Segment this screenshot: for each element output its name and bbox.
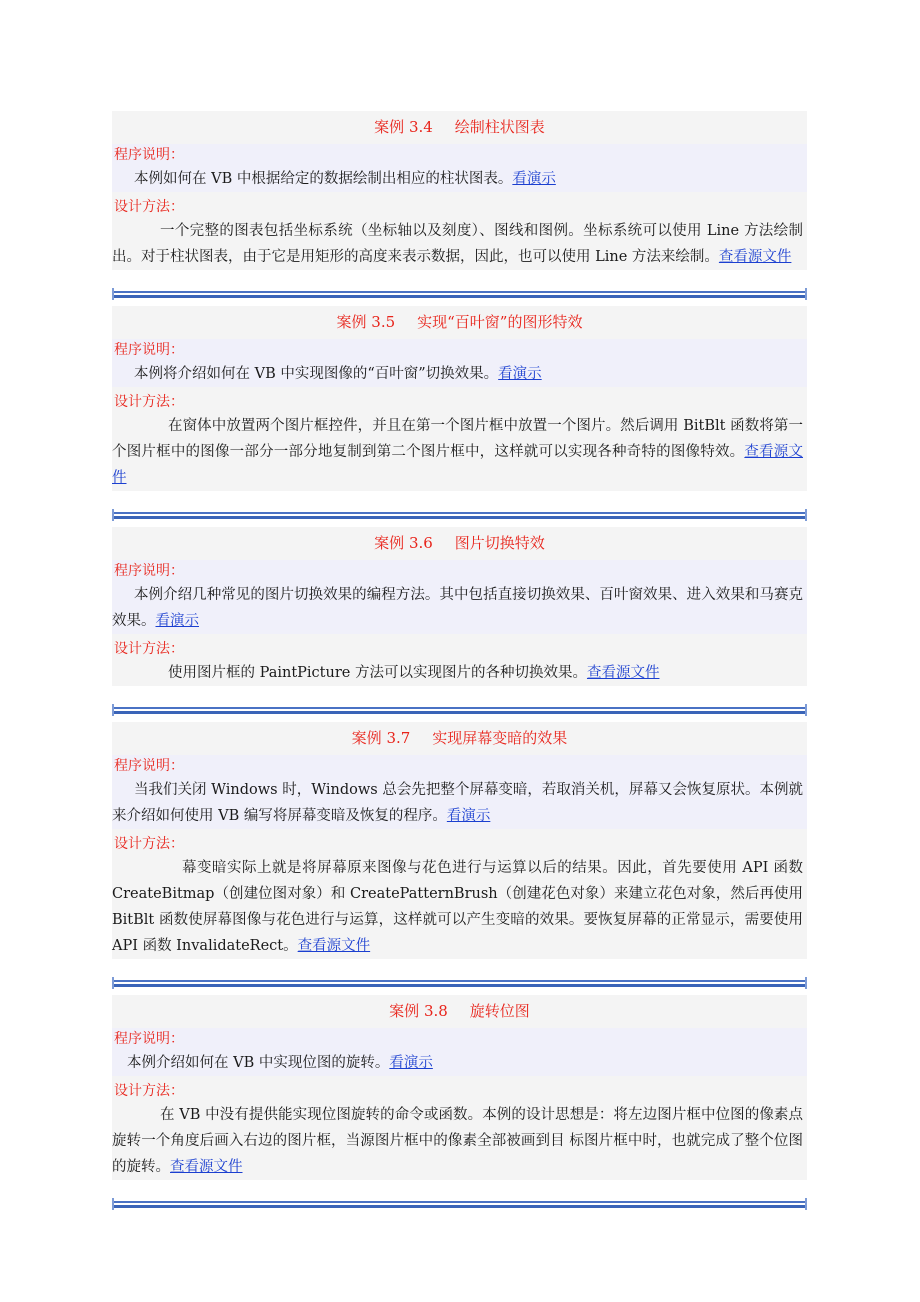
method-section: [112, 634, 807, 686]
method-label: 设计方法：: [114, 199, 184, 215]
method-section: [112, 829, 807, 959]
case-title: [112, 527, 807, 560]
case-number: 案例 3.7: [351, 729, 411, 747]
method-section: [112, 387, 807, 491]
case-title: [112, 722, 807, 755]
method-content: 幕变暗实际上就是将屏幕原来图像与花色进行与运算以后的结果。因此，首先要使用 API 函数 CreateBitmap（创建位图对象）和 CreatePatternBrush（创建花色对象）来建立花色对象，然后再使用 BitBlt 函数使屏幕图像与花色进行与运算，这样就可以产生变暗的效果。要恢复屏幕的正常显示，需要使用 API 函数 InvalidateRect。: [112, 860, 803, 954]
demo-link[interactable]: 看演示: [446, 808, 491, 824]
description-section: [112, 1028, 807, 1076]
description-content: 本例介绍几种常见的图片切换效果的编程方法。其中包括直接切换效果、百叶窗效果、进入效果和马赛克效果。: [112, 587, 803, 629]
description-content: 本例将介绍如何在 VB 中实现图像的“百叶窗”切换效果。: [134, 366, 499, 382]
section-divider: [112, 1198, 807, 1210]
description-text: [112, 777, 807, 829]
case-number: 案例 3.6: [374, 534, 433, 552]
case-3-4: [112, 111, 807, 300]
description-content: 本例如何在 VB 中根据给定的数据绘制出相应的柱状图表。: [134, 171, 513, 187]
demo-link[interactable]: 看演示: [155, 613, 199, 629]
method-text: [112, 413, 807, 491]
description-text: [112, 166, 807, 192]
description-content: 本例介绍如何在 VB 中实现位图的旋转。: [127, 1055, 390, 1071]
description-label: 程序说明：: [114, 563, 184, 579]
document-body: [112, 111, 807, 1216]
method-content: 一个完整的图表包括坐标系统（坐标轴以及刻度）、图线和图例。坐标系统可以使用 Line 方法绘制出。对于柱状图表，由于它是用矩形的高度来表示数据，因此，也可以使用 Line 方法来绘制。: [112, 223, 803, 265]
section-divider: [112, 509, 807, 521]
method-label: 设计方法：: [114, 1083, 184, 1099]
case-title: [112, 111, 807, 144]
method-label: 设计方法：: [114, 394, 184, 410]
description-label: 程序说明：: [114, 1031, 184, 1047]
description-section: [112, 339, 807, 387]
method-content: 在 VB 中没有提供能实现位图旋转的命令或函数。本例的设计思想是：将左边图片框中位图的像素点旋转一个角度后画入右边的图片框，当源图片框中的像素全部被画到目 标图片框中时，也就完成了整个位图的旋转。: [112, 1107, 803, 1175]
source-link[interactable]: 查看源文件: [112, 444, 804, 486]
description-section: [112, 755, 807, 829]
source-link[interactable]: 查看源文件: [170, 1159, 243, 1175]
description-label: 程序说明：: [114, 147, 184, 163]
source-link[interactable]: 查看源文件: [586, 665, 660, 681]
method-label: 设计方法：: [114, 836, 184, 852]
demo-link[interactable]: 看演示: [389, 1055, 433, 1071]
description-section: [112, 144, 807, 192]
description-text: [112, 1050, 807, 1076]
method-text: [112, 855, 807, 959]
case-3-6: [112, 527, 807, 716]
section-divider: [112, 977, 807, 989]
case-3-7: [112, 722, 807, 989]
source-link[interactable]: 查看源文件: [297, 938, 371, 954]
case-title-text: 实现“百叶窗”的图形特效: [417, 313, 583, 331]
section-divider: [112, 288, 807, 300]
method-text: [112, 218, 807, 270]
case-title-text: 绘制柱状图表: [454, 118, 545, 136]
method-label: 设计方法：: [114, 641, 184, 657]
method-section: [112, 1076, 807, 1180]
method-content: 在窗体中放置两个图片框控件，并且在第一个图片框中放置一个图片。然后调用 BitBlt 函数将第一个图片框中的图像一部分一部分地复制到第二个图片框中，这样就可以实现各种奇特的图像特效。: [112, 418, 803, 460]
description-label: 程序说明：: [114, 342, 184, 358]
description-label: 程序说明：: [114, 758, 184, 774]
method-text: [112, 1102, 807, 1180]
case-title: [112, 995, 807, 1028]
description-text: [112, 361, 807, 387]
source-link[interactable]: 查看源文件: [718, 249, 792, 265]
demo-link[interactable]: 看演示: [498, 366, 542, 382]
case-3-5: [112, 306, 807, 521]
description-content: 当我们关闭 Windows 时，Windows 总会先把整个屏幕变暗，若取消关机，屏幕又会恢复原状。本例就来介绍如何使用 VB 编写将屏幕变暗及恢复的程序。: [112, 782, 803, 824]
method-text: [112, 660, 807, 686]
case-title: [112, 306, 807, 339]
case-number: 案例 3.4: [374, 118, 433, 136]
method-section: [112, 192, 807, 270]
description-section: [112, 560, 807, 634]
case-title-text: 实现屏幕变暗的效果: [432, 729, 568, 747]
demo-link[interactable]: 看演示: [512, 171, 556, 187]
section-divider: [112, 704, 807, 716]
case-number: 案例 3.8: [389, 1002, 448, 1020]
case-number: 案例 3.5: [336, 313, 396, 331]
method-content: 使用图片框的 PaintPicture 方法可以实现图片的各种切换效果。: [168, 665, 587, 681]
description-text: [112, 582, 807, 634]
case-title-text: 图片切换特效: [454, 534, 545, 552]
case-3-8: [112, 995, 807, 1210]
case-title-text: 旋转位图: [469, 1002, 530, 1020]
